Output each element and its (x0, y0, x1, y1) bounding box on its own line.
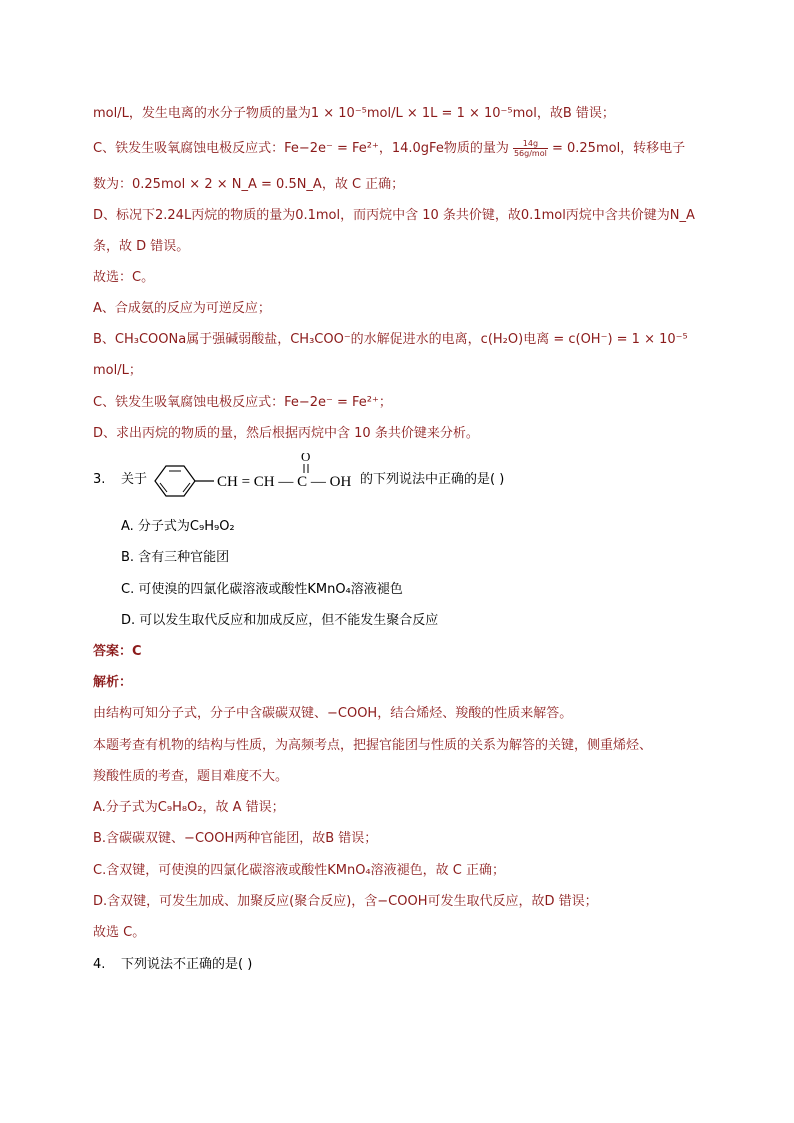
carbonyl-oxygen: O (301, 453, 311, 464)
solution-line-1: mol/L，发生电离的水分子物质的量为1 × 10⁻⁵mol/L × 1L = 1 × 10⁻⁵mol，故B 错误； (93, 106, 615, 121)
fraction-denominator: 56g/mol (513, 149, 547, 158)
analysis-line-1: 由结构可知分子式，分子中含碳碳双键、−COOH，结合烯烃、羧酸的性质来解答。 (93, 706, 573, 721)
chain-formula: CH = CH — C — OH (217, 474, 352, 490)
solution-line-6: 故选：C。 (93, 270, 155, 285)
solution-line-2-part-a: C、铁发生吸氧腐蚀电极反应式：Fe−2e⁻ = Fe²⁺，14.0gFe物质的量为 (93, 141, 509, 156)
solution-line-7: A、合成氨的反应为可逆反应； (93, 301, 271, 316)
solution-line-8: B、CH₃COONa属于强碱弱酸盐，CH₃COO⁻的水解促进水的电离，c(H₂O)电离 = c(OH⁻) = 1 × 10⁻⁵ (93, 332, 688, 347)
question-3-pre: 关于 (121, 472, 148, 487)
analysis-line-7: D.含双键，可发生加成、加聚反应(聚合反应)，含−COOH可发生取代反应，故D 错误； (93, 894, 598, 909)
cinnamic-acid-structure (150, 453, 362, 501)
option-d: D. 可以发生取代反应和加成反应，但不能发生聚合反应 (121, 613, 439, 628)
analysis-line-3: 羧酸性质的考查，题目难度不大。 (93, 769, 289, 784)
fraction-numerator: 14g (513, 139, 548, 149)
analysis-line-4: A.分子式为C₉H₈O₂，故 A 错误； (93, 800, 285, 815)
solution-line-2-part-b: = 0.25mol，转移电子 (551, 141, 686, 156)
mass-fraction (513, 139, 548, 158)
solution-line-10: C、铁发生吸氧腐蚀电极反应式：Fe−2e⁻ = Fe²⁺； (93, 395, 392, 410)
analysis-line-5: B.含碳碳双键、−COOH两种官能团，故B 错误； (93, 831, 378, 846)
solution-line-9: mol/L； (93, 363, 142, 378)
question-4-text: 下列说法不正确的是( ) (121, 957, 253, 972)
analysis-label: 解析： (93, 675, 133, 690)
analysis-line-2: 本题考查有机物的结构与性质，为高频考点，把握官能团与性质的关系为解答的关键，侧重烯烃、 (93, 738, 653, 753)
solution-line-5: 条，故 D 错误。 (93, 239, 190, 254)
solution-line-4: D、标况下2.24L丙烷的物质的量为0.1mol，而丙烷中含 10 条共价键，故0.1mol丙烷中含共价键为N_A (93, 208, 695, 223)
option-c: C. 可使溴的四氯化碳溶液或酸性KMnO₄溶液褪色 (121, 582, 403, 597)
answer-line: 答案：C (93, 644, 142, 659)
analysis-line-8: 故选 C。 (93, 925, 146, 940)
solution-line-11: D、求出丙烷的物质的量，然后根据丙烷中含 10 条共价键来分析。 (93, 426, 479, 441)
question-3-post: 的下列说法中正确的是( ) (360, 472, 505, 487)
solution-line-2 (93, 139, 685, 159)
analysis-line-6: C.含双键，可使溴的四氯化碳溶液或酸性KMnO₄溶液褪色，故 C 正确； (93, 863, 505, 878)
question-3-number: 3. (93, 472, 106, 487)
ring-double-bond-2 (160, 483, 167, 492)
question-4-number: 4. (93, 957, 106, 972)
ring-double-bond-3 (183, 483, 190, 492)
option-b: B. 含有三种官能团 (121, 550, 230, 565)
option-a: A. 分子式为C₉H₉O₂ (121, 519, 235, 534)
solution-line-3: 数为：0.25mol × 2 × N_A = 0.5N_A，故 C 正确； (93, 177, 405, 192)
